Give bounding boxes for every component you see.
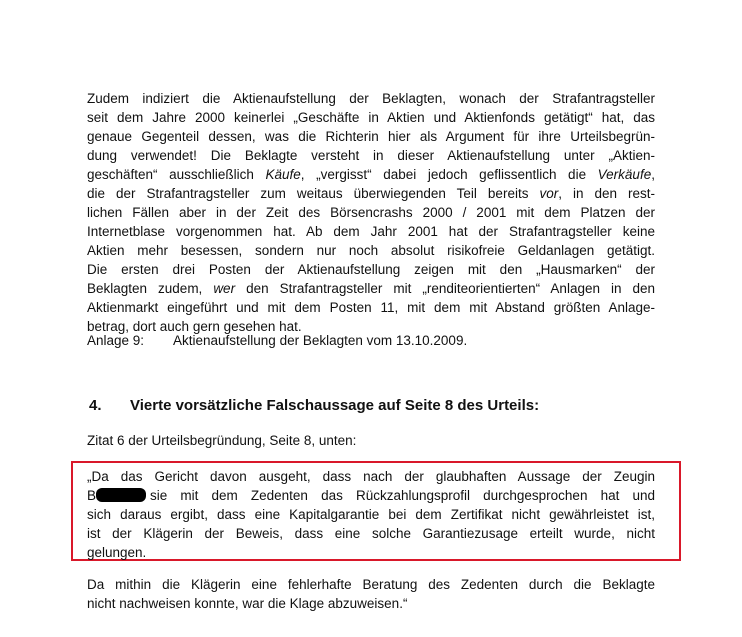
redaction-bar (96, 488, 146, 502)
annex-text: Aktienaufstellung der Beklagten vom 13.10.2009. (173, 333, 468, 348)
quote-line: ist der Klägerin der Beweis, dass eine solche Garantiezusage erteilt wurde, nicht (87, 526, 655, 541)
closing-quote (87, 575, 655, 613)
text-line: geschäften“ ausschließlich Käufe, „vergisst“ dabei jedoch geflissentlich die Verkäufe, (87, 167, 655, 182)
quote-intro: Zitat 6 der Urteilsbegründung, Seite 8, unten: (87, 433, 357, 448)
text-line: Aktienmarkt eingeführt und mit dem Posten 11, mit dem mit Abstand größten Anlage- (87, 300, 655, 315)
annex-reference (87, 331, 467, 350)
paragraph-stock-listing (87, 89, 655, 336)
text-line: Internetblase vorgenommen hat. Ab dem Jahr 2001 hat der Strafantragsteller keine (87, 224, 655, 239)
quote-line: B sie mit dem Zedenten das Rückzahlungsprofil durchgesprochen hat und (87, 488, 655, 503)
closing-line: nicht nachweisen konnte, war die Klage abzuweisen.“ (87, 596, 408, 611)
text-line: dung verwendet! Die Beklagte versteht in dieser Aktienaufstellung unter „Aktien- (87, 148, 655, 163)
text-line: Die ersten drei Posten der Aktienaufstellung zeigen mit den „Hausmarken“ der (87, 262, 655, 277)
quote-line: „Da das Gericht davon ausgeht, dass nach der glaubhaften Aussage der Zeugin (87, 469, 655, 484)
judgment-quote (87, 467, 655, 562)
emphasis-verkaeufe: Verkäufe (597, 167, 652, 182)
text-line: Aktien mehr besessen, sondern nur noch absolut risikofreie Geldanlagen getätigt. (87, 243, 655, 258)
annex-label: Anlage 9: (87, 333, 145, 348)
text-line: genaue Gegenteil dessen, was die Richterin hier als Argument für ihre Urteilsbegrün- (87, 129, 655, 144)
emphasis-vor: vor (539, 186, 559, 201)
text-line: Beklagten zudem, wer den Strafantragsteller mit „renditeorientierten“ Anlagen in den (87, 281, 655, 296)
section-title: Vierte vorsätzliche Falschaussage auf Seite 8 des Urteils: (130, 397, 540, 414)
text-line: seit dem Jahre 2000 keinerlei „Geschäfte in Aktien und Aktienfonds getätigt“ hat, das (87, 110, 655, 125)
section-heading (89, 397, 539, 414)
quote-line: sich daraus ergibt, dass eine Kapitalgarantie bei dem Zertifikat nicht gewährleistet ist, (87, 507, 655, 522)
closing-line: Da mithin die Klägerin eine fehlerhafte Beratung des Zedenten durch die Beklagte (87, 577, 655, 592)
emphasis-kaeufe: Käufe (265, 167, 301, 182)
text-line: die der Strafantragsteller zum weitaus überwiegenden Teil bereits vor, in den rest- (87, 186, 655, 201)
quote-line: gelungen. (87, 545, 147, 560)
emphasis-wer: wer (213, 281, 236, 296)
text-line: betrag, dort auch gern gesehen hat. (87, 319, 302, 334)
text-line: lichen Fällen aber in der Zeit des Börsencrashs 2000 / 2001 mit dem Platzen der (87, 205, 655, 220)
section-number: 4. (89, 397, 102, 414)
text-line: Zudem indiziert die Aktienaufstellung der Beklagten, wonach der Strafantragsteller (87, 91, 655, 106)
